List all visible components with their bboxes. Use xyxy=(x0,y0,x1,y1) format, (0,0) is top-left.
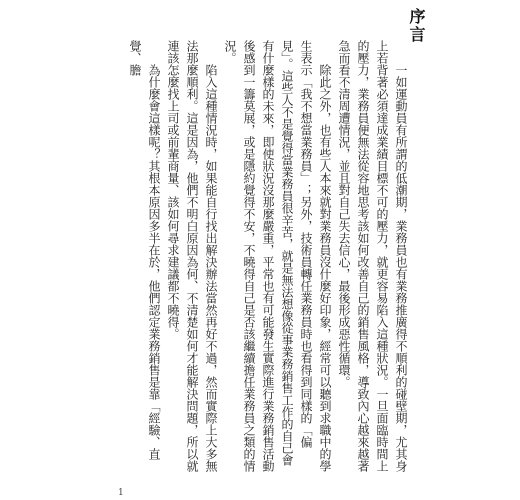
paragraph: 一如運動員有所謂的低潮期，業務員也有業務推廣得不順利的碰壁期，尤其身上若背著必須達成業績目標不可的壓力，就更容易陷入這種狀況。一旦面臨時間上的壓力，業務員便無法從容地思考該如何改善自己的銷售風格，導致內心越來越著急而看不清周遭情況，並且對自己失去信心，最後形成惡性循環。 xyxy=(337,40,408,472)
page-number: 1 xyxy=(118,488,124,498)
body-text xyxy=(110,40,410,475)
paragraph: 陷入這種情況時，如果能自行找出解決辦法當然再好不過，然而實際上大多無法那麼順利。這是因為，他們不明白原因為何、不清楚如何才能解決問題，所以就連該怎麼找上司或前輩商量、該如何尋求建議都不曉得。 xyxy=(166,40,218,472)
paragraph: 除此之外，也有些人本來就對業務員沒什麼好印象，經常可以聽到求職中的學生表示「我不想當業務員」；另外，技術員轉任業務員時也看得到同樣的「偏見」。這些人不是覺得當業務員很辛苦，就是無法想像從事業務銷售工作的自己會有什麼樣的未來，即使狀況沒那麼嚴重，平常也有可能發生實際進行業務銷售活動後感到一籌莫展，或是隱約覺得不安，不曉得自己是否該繼續擔任業務員之類的情況。 xyxy=(223,40,332,472)
paragraph: 為什麼會這樣呢？其根本原因多半在於，他們認定業務銷售是靠「經驗、直覺、膽 xyxy=(128,40,161,460)
page-title: 序言 xyxy=(407,8,426,44)
